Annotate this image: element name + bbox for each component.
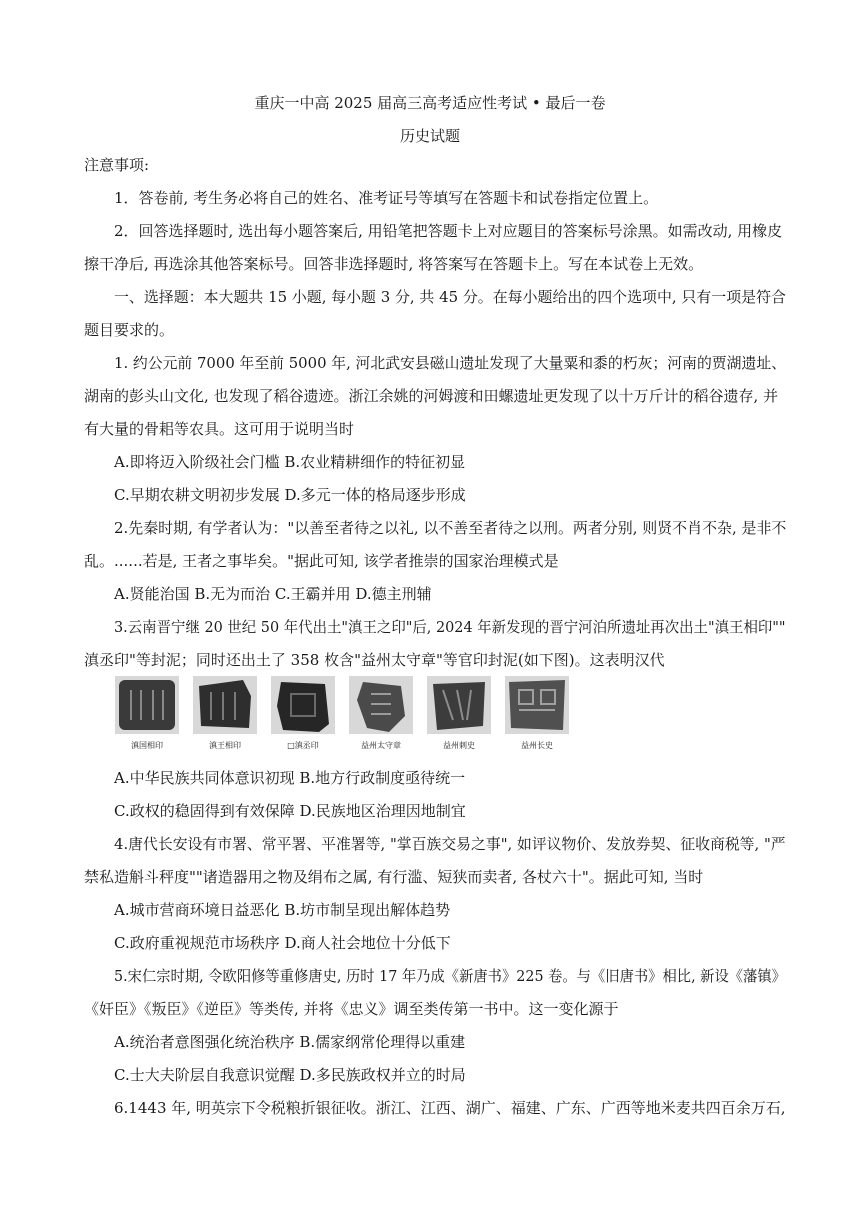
seal-image [349, 676, 413, 734]
q5-options-ab: A.统治者意图强化统治秩序 B.儒家纲常伦理得以重建 [114, 1033, 466, 1051]
q4-stem-line-2: 禁私造斛斗秤度""诸造器用之物及绢布之属, 有行滥、短狭而卖者, 各杖六十"。据此可知, 当时 [84, 868, 704, 886]
q6-stem-line-1: 6.1443 年, 明英宗下令税粮折银征收。浙江、江西、湖广、福建、广东、广西等地米麦共四百余万石, [114, 1099, 786, 1117]
seal-image [193, 676, 257, 734]
seal-caption: 益州长史 [521, 741, 553, 750]
seal-caption: 益州太守章 [361, 741, 401, 750]
seal-item [270, 676, 336, 751]
section-heading-line-1: 一、选择题：本大题共 15 小题, 每小题 3 分, 共 45 分。在每小题给出的四个选项中, 只有一项是符合 [114, 288, 786, 306]
q2-options: A.贤能治国 B.无为而治 C.王霸并用 D.德主刑辅 [114, 585, 432, 603]
q2-stem-line-2: 乱。......若是, 王者之事毕矣。"据此可知, 该学者推崇的国家治理模式是 [84, 552, 559, 570]
q3-stem-line-2: 滇丞印"等封泥；同时还出土了 358 枚含"益州太守章"等官印封泥(如下图)。这表明汉代 [84, 651, 665, 669]
seal-image [427, 676, 491, 734]
q5-stem-line-2: 《奸臣》《叛臣》《逆臣》等类传, 并将《忠义》调至类传第一书中。这一变化源于 [84, 1000, 619, 1018]
seal-item [504, 676, 570, 751]
seal-caption: 滇王相印 [209, 741, 241, 750]
notes-heading: 注意事项: [84, 156, 150, 174]
q4-options-ab: A.城市营商环境日益恶化 B.坊市制呈现出解体趋势 [114, 901, 451, 919]
q1-stem-line-3: 有大量的骨耜等农具。这可用于说明当时 [84, 420, 355, 438]
exam-title: 重庆一中高 2025 届高三高考适应性考试 • 最后一卷 [254, 94, 606, 112]
q3-stem-line-1: 3.云南晋宁继 20 世纪 50 年代出土"滇王之印"后, 2024 年新发现的晋宁河泊所遗址再次出土"滇王相印"" [114, 618, 786, 636]
seal-caption: □滇丞印 [287, 741, 319, 750]
seal-caption: 滇国相印 [131, 741, 163, 750]
note-item-2-line-1: 2．回答选择题时, 选出每小题答案后, 用铅笔把答题卡上对应题目的答案标号涂黑。如需改动, 用橡皮 [114, 222, 783, 240]
seal-image [505, 676, 569, 734]
q1-stem-line-2: 湖南的彭头山文化, 也发现了稻谷遗迹。浙江余姚的河姆渡和田螺遗址更发现了以十万斤计的稻谷遗存, 并 [84, 387, 779, 405]
section-heading-line-2: 题目要求的。 [84, 321, 175, 339]
q5-stem-line-1: 5.宋仁宗时期, 令欧阳修等重修唐史, 历时 17 年乃成《新唐书》225 卷。与《旧唐书》相比, 新设《藩镇》 [114, 967, 786, 985]
q1-options-ab: A.即将迈入阶级社会门槛 B.农业精耕细作的特征初显 [114, 453, 466, 471]
q3-options-ab: A.中华民族共同体意识初现 B.地方行政制度亟待统一 [114, 769, 466, 787]
q2-stem-line-1: 2.先秦时期, 有学者认为："以善至者待之以礼, 以不善至者待之以刑。两者分别, 则贤不肖不杂, 是非不 [114, 519, 787, 537]
note-item-1: 1．答卷前, 考生务必将自己的姓名、准考证号等填写在答题卡和试卷指定位置上。 [114, 189, 659, 207]
seal-item [114, 676, 180, 751]
seal-item [426, 676, 492, 751]
q4-options-cd: C.政府重视规范市场秩序 D.商人社会地位十分低下 [114, 934, 451, 952]
note-item-2-line-2: 擦干净后, 再选涂其他答案标号。回答非选择题时, 将答案写在答题卡上。写在本试卷上无效。 [84, 255, 704, 273]
q4-stem-line-1: 4.唐代长安设有市署、常平署、平准署等, "掌百族交易之事", 如评议物价、发放券契、征收商税等, "严 [114, 835, 786, 853]
seal-image [271, 676, 335, 734]
q1-options-cd: C.早期农耕文明初步发展 D.多元一体的格局逐步形成 [114, 486, 466, 504]
subject-title: 历史试题 [399, 127, 460, 145]
seal-caption: 益州刺史 [443, 741, 475, 750]
seal-image [115, 676, 179, 734]
seal-figure [114, 676, 584, 756]
seal-item [348, 676, 414, 751]
q3-options-cd: C.政权的稳固得到有效保障 D.民族地区治理因地制宜 [114, 802, 466, 820]
q5-options-cd: C.士大夫阶层自我意识觉醒 D.多民族政权并立的时局 [114, 1066, 466, 1084]
q1-stem-line-1: 1. 约公元前 7000 年至前 5000 年, 河北武安县磁山遗址发现了大量粟和黍的朽灰；河南的贾湖遗址、 [114, 354, 787, 372]
seal-item [192, 676, 258, 751]
